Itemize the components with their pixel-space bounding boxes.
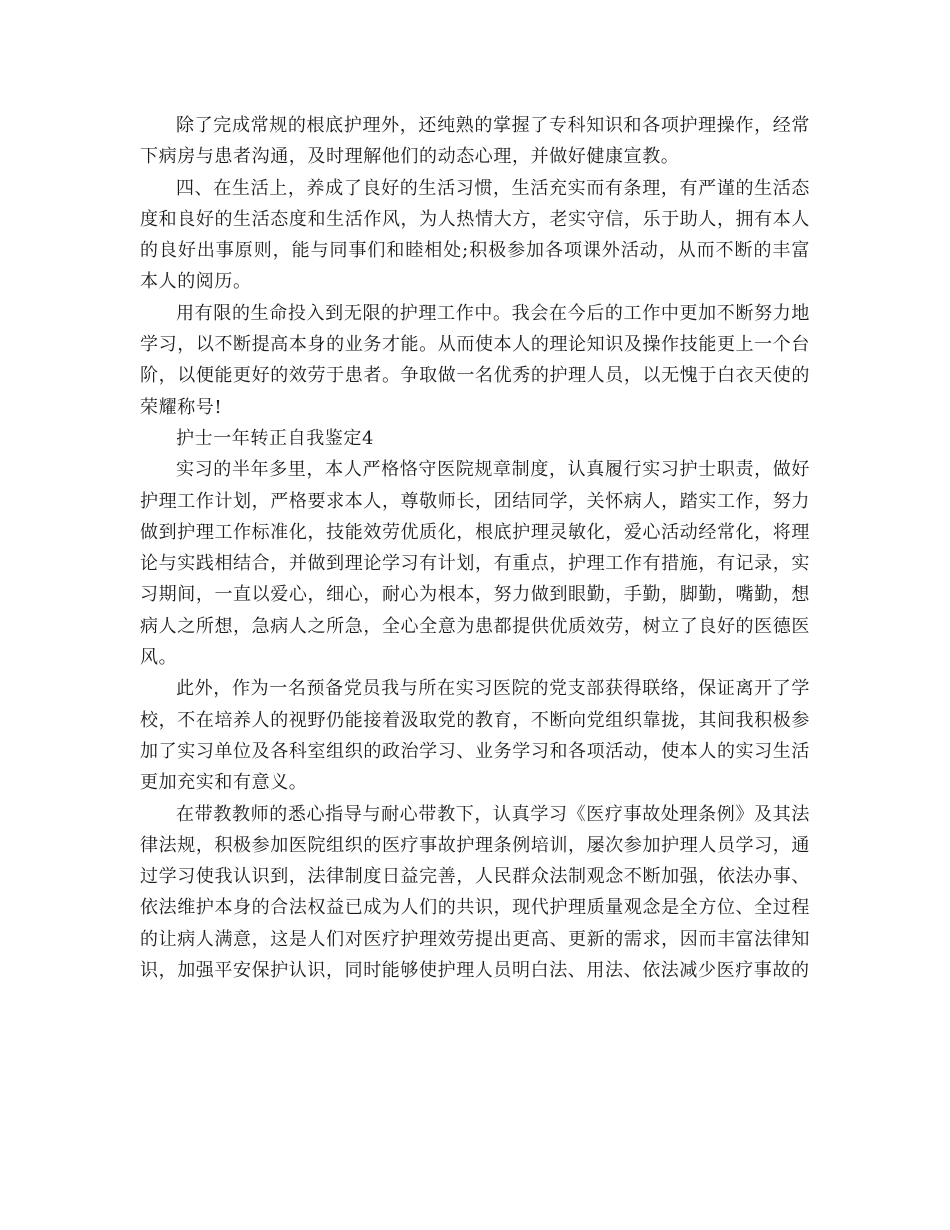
- paragraph-basic-nursing: 除了完成常规的根底护理外，还纯熟的掌握了专科知识和各项护理操作，经常下病房与患者沟通，及时理解他们的动态心理，并做好健康宣教。: [140, 115, 810, 168]
- section-heading: 护士一年转正自我鉴定4: [176, 427, 375, 449]
- paragraph-internship: 实习的半年多里，本人严格恪守医院规章制度，认真履行实习护士职责，做好护理工作计划，严格要求本人，尊敬师长，团结同学，关怀病人，踏实工作，努力做到护理工作标准化，技能效劳优质化，根底护理灵敏化，爱心活动经常化，将理论与实践相结合，并做到理论学习有计划，有重点，护理工作有措施，有记录，实习期间，一直以爱心，细心，耐心为根本，努力做到眼勤，手勤，脚勤，嘴勤，想病人之所想，急病人之所急，全心全意为患都提供优质效劳，树立了良好的医德医风。: [140, 459, 810, 669]
- paragraph-life-habits: 四、在生活上，养成了良好的生活习惯，生活充实而有条理，有严谨的生活态度和良好的生活态度和生活作风，为人热情大方，老实守信，乐于助人，拥有本人的良好出事原则，能与同事们和睦相处;积极参加各项课外活动，从而不断的丰富本人的阅历。: [140, 177, 810, 293]
- paragraph-legal-study: 在带教教师的悉心指导与耐心带教下，认真学习《医疗事故处理条例》及其法律法规，积极参加医院组织的医疗事故护理条例培训，屡次参加护理人员学习，通过学习使我认识到，法律制度日益完善，人民群众法制观念不断加强，依法办事、依法维护本身的合法权益已成为人们的共识，现代护理质量观念是全方位、全过程的让病人满意，这是人们对医疗护理效劳提出更高、更新的需求，因而丰富法律知识，加强平安保护认识，同时能够使护理人员明白法、用法、依法减少医疗事故的: [140, 803, 810, 982]
- paragraph-commitment: 用有限的生命投入到无限的护理工作中。我会在今后的工作中更加不断努力地学习，以不断提高本身的业务才能。从而使本人的理论知识及操作技能更上一个台阶，以便能更好的效劳于患者。争取做一名优秀的护理人员，以无愧于白衣天使的荣耀称号!: [140, 302, 810, 418]
- document-body: [140, 110, 810, 986]
- paragraph-party-member: 此外，作为一名预备党员我与所在实习医院的党支部获得联络，保证离开了学校，不在培养人的视野仍能接着汲取党的教育，不断向党组织靠拢，其间我积极参加了实习单位及各科室组织的政治学习、业务学习和各项活动，使本人的实习生活更加充实和有意义。: [140, 678, 810, 794]
